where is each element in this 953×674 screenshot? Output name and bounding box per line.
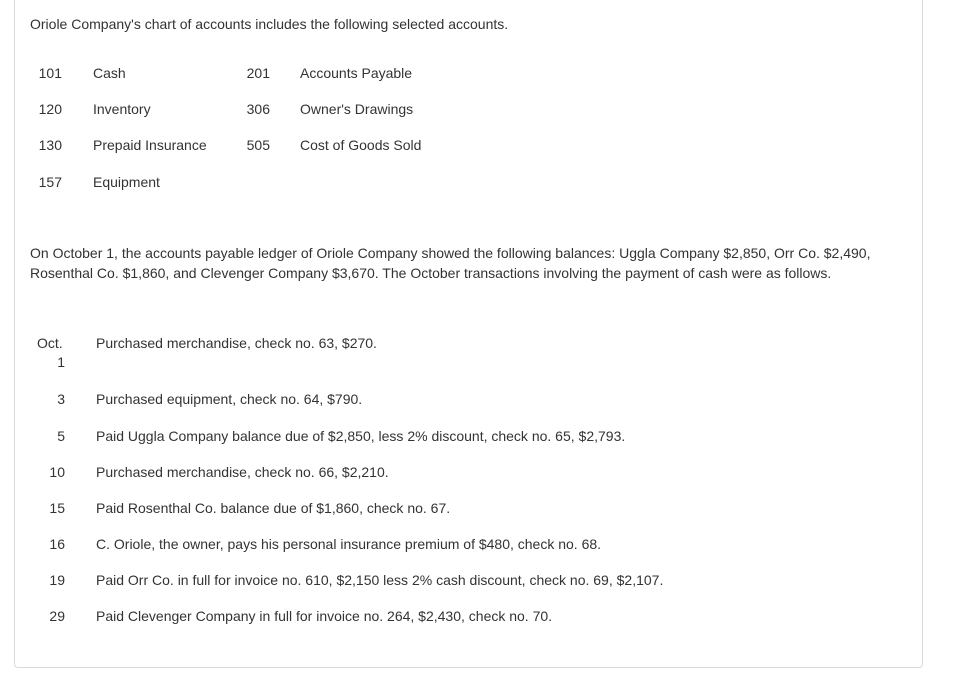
ledger-paragraph: On October 1, the accounts payable ledger of Oriole Company showed the following balances: Uggla Company $2,850, Orr Co. $2,490, Rosenthal Co. $1,860, and Clevenger Company $3,670. The October transactions involving the payment of cash were as follows. <box>30 245 871 281</box>
account-number: 157 <box>38 174 62 190</box>
account-name: Prepaid Insurance <box>93 137 207 153</box>
transaction-day: 29 <box>49 608 65 624</box>
transaction-day: 5 <box>57 428 65 444</box>
transaction-text: Paid Clevenger Company in full for invoice no. 264, $2,430, check no. 70. <box>96 608 553 624</box>
transaction-day: 16 <box>49 536 65 552</box>
account-name: Inventory <box>93 101 151 117</box>
intro-text: Oriole Company's chart of accounts includes the following selected accounts. <box>30 16 509 32</box>
transaction-day: 3 <box>57 391 65 407</box>
account-name: Cash <box>93 65 126 81</box>
account-number: 505 <box>246 137 270 153</box>
month-label: Oct. <box>37 335 63 351</box>
transaction-text: Paid Rosenthal Co. balance due of $1,860, check no. 67. <box>96 500 451 516</box>
transaction-text: Purchased merchandise, check no. 63, $270. <box>96 335 377 351</box>
account-name: Equipment <box>93 174 160 190</box>
transaction-text: Purchased merchandise, check no. 66, $2,210. <box>96 464 389 480</box>
account-name: Owner's Drawings <box>300 101 414 117</box>
account-number: 130 <box>38 137 62 153</box>
account-number: 306 <box>246 101 270 117</box>
account-number: 101 <box>38 65 62 81</box>
transaction-text: Purchased equipment, check no. 64, $790. <box>96 391 363 407</box>
transaction-text: Paid Uggla Company balance due of $2,850, less 2% discount, check no. 65, $2,793. <box>96 428 626 444</box>
transaction-day: 15 <box>49 500 65 516</box>
transaction-text: C. Oriole, the owner, pays his personal insurance premium of $480, check no. 68. <box>96 536 602 552</box>
transaction-day: 10 <box>49 464 65 480</box>
account-number: 120 <box>38 101 62 117</box>
account-name: Cost of Goods Sold <box>300 137 422 153</box>
transaction-day: 19 <box>49 572 65 588</box>
account-number: 201 <box>246 65 270 81</box>
account-name: Accounts Payable <box>300 65 413 81</box>
transaction-text: Paid Orr Co. in full for invoice no. 610, $2,150 less 2% cash discount, check no. 69, $2,107. <box>96 572 664 588</box>
transaction-day: 1 <box>57 354 65 370</box>
